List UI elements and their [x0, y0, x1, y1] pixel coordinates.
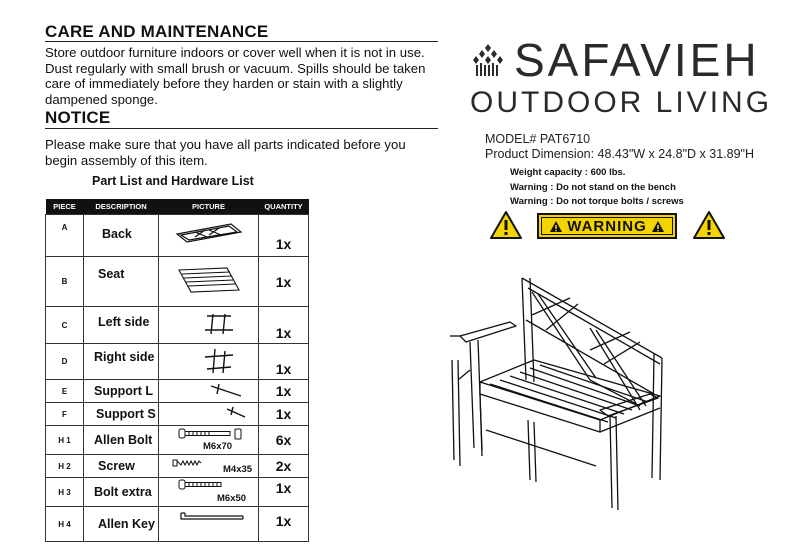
care-line: care of immediately before they harden or stain with a slightly: [45, 76, 403, 91]
support-short-icon: [159, 403, 259, 425]
warning-banner: [537, 213, 677, 239]
piece-code: H 2: [46, 455, 84, 478]
table-row: [46, 380, 309, 403]
brand-subtitle: OUTDOOR LIVING: [470, 86, 773, 119]
bench-seat-icon: [159, 258, 259, 306]
piece-code: B: [46, 257, 84, 307]
part-quantity: 1x: [259, 478, 309, 507]
part-picture: [159, 215, 259, 257]
model-number: MODEL# PAT6710: [485, 132, 591, 146]
warning-triangle-icon: [489, 210, 523, 240]
care-line: Dust regularly with small brush or vacuum. Spills should be taken: [45, 60, 426, 76]
warning-torque: Warning : Do not torque bolts / screws: [510, 196, 684, 207]
notice-line: begin assembly of this item.: [45, 152, 208, 168]
table-row: [46, 455, 309, 478]
bench-illustration: [440, 270, 680, 515]
part-quantity: 6x: [259, 426, 309, 455]
care-line: Store outdoor furniture indoors or cover well when it is not in use.: [45, 45, 425, 60]
table-row: [46, 307, 309, 344]
warning-triangle-icon: [651, 220, 665, 233]
part-quantity: 2x: [259, 455, 309, 478]
parts-header-row: [46, 199, 309, 215]
piece-code: H 1: [46, 426, 84, 455]
part-picture: [159, 478, 259, 507]
care-text: [45, 45, 445, 107]
notice-line: Please make sure that you have all parts indicated before you: [45, 137, 406, 152]
safavieh-logo-icon: [470, 42, 506, 78]
bench-back-icon: [159, 216, 259, 256]
table-row: [46, 478, 309, 507]
allen-key-icon: [159, 507, 259, 541]
part-description: Back: [84, 215, 159, 257]
part-description: Screw: [84, 455, 159, 478]
part-description: Support S: [84, 403, 159, 426]
piece-code: H 3: [46, 478, 84, 507]
care-divider: [45, 41, 438, 42]
hardware-size: M6x70: [203, 441, 233, 452]
notice-divider: [45, 128, 438, 129]
notice-heading: NOTICE: [45, 108, 111, 127]
table-row: [46, 215, 309, 257]
piece-code: E: [46, 380, 84, 403]
product-info: [485, 132, 754, 162]
piece-code: A: [46, 215, 84, 257]
part-picture: [159, 344, 259, 380]
col-piece: PIECE: [46, 199, 84, 215]
warning-triangle-icon: [692, 210, 726, 240]
part-picture: [159, 455, 259, 478]
care-line: dampened sponge.: [45, 91, 158, 107]
table-row: [46, 507, 309, 542]
table-row: [46, 426, 309, 455]
left-side-frame-icon: [159, 308, 259, 343]
hardware-size: M6x50: [217, 493, 247, 504]
notice-text: [45, 137, 445, 168]
part-description: Seat: [84, 257, 159, 307]
table-row: [46, 344, 309, 380]
part-description: Allen Key: [84, 507, 159, 542]
piece-code: H 4: [46, 507, 84, 542]
brand-name: SAFAVIEH: [514, 34, 760, 86]
part-picture: [159, 380, 259, 403]
warning-triangle-icon: [549, 220, 563, 233]
part-description: Allen Bolt: [84, 426, 159, 455]
part-picture: [159, 507, 259, 542]
weight-capacity: Weight capacity : 600 lbs.: [510, 167, 626, 178]
part-quantity: 1x: [259, 307, 309, 344]
part-picture: [159, 307, 259, 344]
warning-label: WARNING: [567, 217, 647, 235]
part-quantity: 1x: [259, 403, 309, 426]
piece-code: D: [46, 344, 84, 380]
part-picture: [159, 257, 259, 307]
part-quantity: 1x: [259, 344, 309, 380]
care-heading: CARE AND MAINTENANCE: [45, 22, 269, 41]
hardware-size: M4x35: [223, 464, 253, 475]
piece-code: C: [46, 307, 84, 344]
part-description: Bolt extra: [84, 478, 159, 507]
parts-table-title: Part List and Hardware List: [92, 174, 254, 188]
warning-stand: Warning : Do not stand on the bench: [510, 182, 676, 193]
parts-table: [45, 199, 309, 542]
part-quantity: 1x: [259, 380, 309, 403]
part-description: Support L: [84, 380, 159, 403]
part-description: Right side: [84, 344, 159, 380]
col-quantity: QUANTITY: [259, 199, 309, 215]
support-long-icon: [159, 380, 259, 402]
part-picture: [159, 403, 259, 426]
piece-code: F: [46, 403, 84, 426]
part-quantity: 1x: [259, 257, 309, 307]
table-row: [46, 403, 309, 426]
col-description: DESCRIPTION: [84, 199, 159, 215]
table-row: [46, 257, 309, 307]
product-dimension: Product Dimension: 48.43"W x 24.8"D x 31.89"H: [485, 147, 754, 161]
part-picture: [159, 426, 259, 455]
part-quantity: 1x: [259, 507, 309, 542]
right-side-frame-icon: [159, 345, 259, 379]
part-quantity: 1x: [259, 215, 309, 257]
col-picture: PICTURE: [159, 199, 259, 215]
part-description: Left side: [84, 307, 159, 344]
